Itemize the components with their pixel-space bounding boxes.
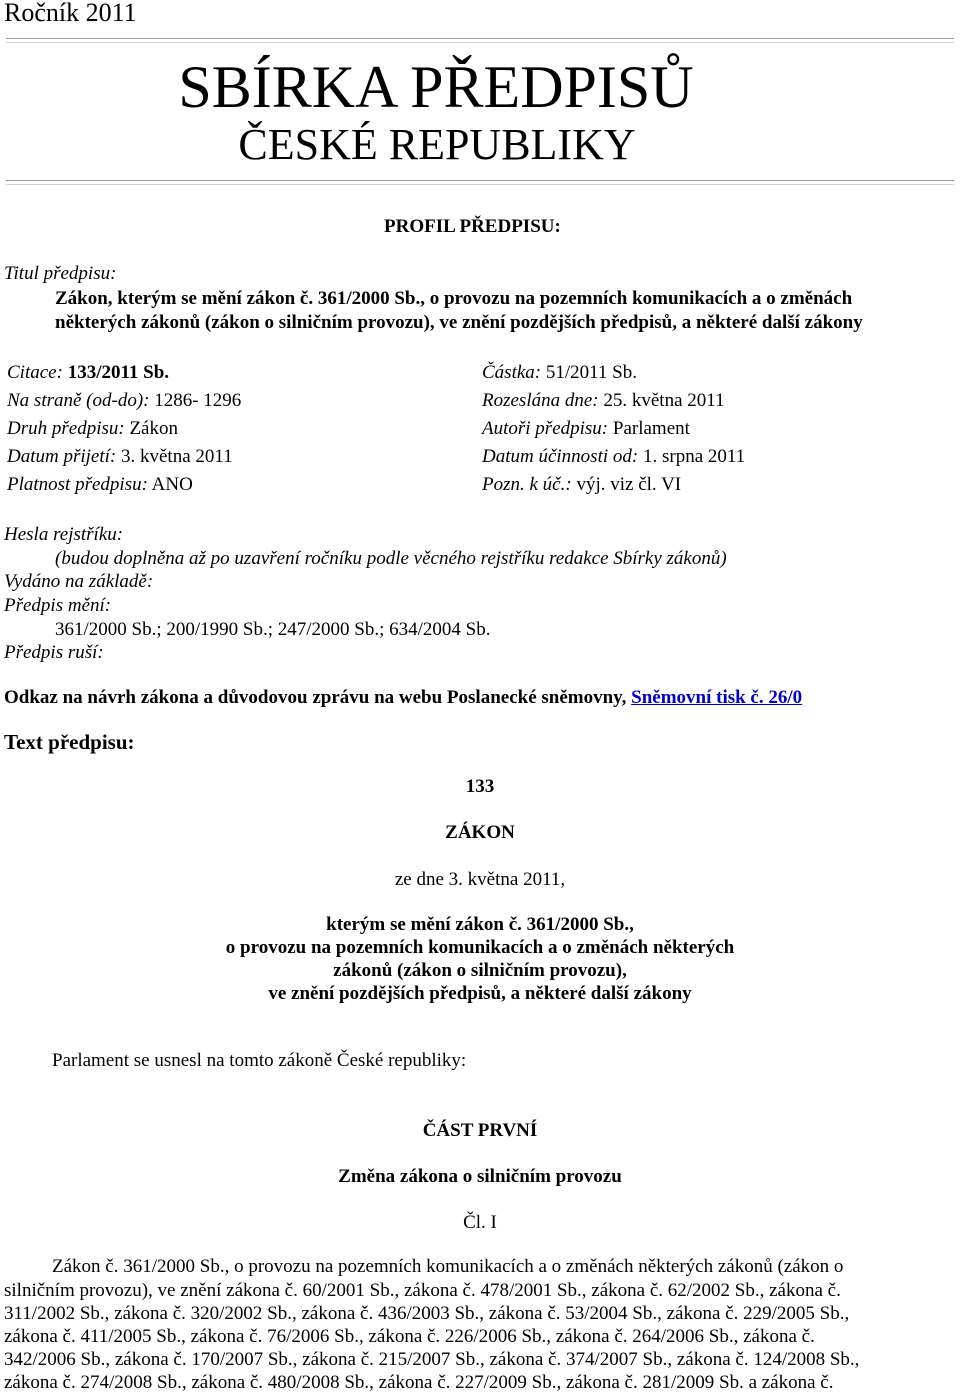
body-line: zákona č. 274/2008 Sb., zákona č. 480/2008 Sb., zákona č. 227/2009 Sb., zákona č. 281/2009 Sb. a zákona č. [4, 1372, 834, 1393]
law-number: 133 [465, 776, 495, 797]
header-divider-bottom-2 [6, 184, 954, 185]
field-citace: Citace: 133/2011 Sb. [7, 362, 170, 383]
body-line: 342/2006 Sb., zákona č. 170/2007 Sb., zákona č. 215/2007 Sb., zákona č. 374/2007 Sb., zákona č. 124/2008 Sb., [4, 1349, 860, 1370]
meni-label: Předpis mění: [4, 595, 112, 616]
part-title: Změna zákona o silničním provozu [338, 1166, 622, 1187]
law-subject-line-4: ve znění pozdějších předpisů, a některé další zákony [268, 983, 692, 1004]
volume-year: Ročník 2011 [4, 0, 137, 27]
header-divider-top-2 [6, 42, 954, 43]
profile-heading: PROFIL PŘEDPISU: [384, 216, 561, 237]
field-castka: Částka: 51/2011 Sb. [482, 362, 637, 383]
header-divider-top [6, 38, 954, 39]
odkaz-line: Odkaz na návrh zákona a důvodovou zprávu na webu Poslanecké sněmovny, Sněmovní tisk č. 26/0 [4, 687, 803, 708]
titul-line-2: některých zákonů (zákon o silničním provozu), ve znění pozdějších předpisů, a některé další zákony [55, 312, 863, 333]
preamble: Parlament se usnesl na tomto zákoně České republiky: [52, 1050, 467, 1071]
body-line: 311/2002 Sb., zákona č. 320/2002 Sb., zákona č. 436/2003 Sb., zákona č. 53/2004 Sb., zákona č. 229/2005 Sb., [4, 1303, 850, 1324]
collection-title: SBÍRKA PŘEDPISŮ [178, 54, 694, 120]
part-heading: ČÁST PRVNÍ [422, 1120, 538, 1141]
titul-label: Titul předpisu: [4, 263, 117, 284]
law-type: ZÁKON [445, 822, 515, 843]
text-label: Text předpisu: [4, 730, 135, 754]
hesla-label: Hesla rejstříku: [4, 524, 124, 545]
field-datum-ucinnosti: Datum účinnosti od: 1. srpna 2011 [482, 446, 746, 467]
meni-value: 361/2000 Sb.; 200/1990 Sb.; 247/2000 Sb.; 634/2004 Sb. [55, 619, 491, 640]
law-subject-line-1: kterým se mění zákon č. 361/2000 Sb., [326, 914, 634, 935]
law-subject-line-2: o provozu na pozemních komunikacích a o změnách některých [225, 937, 735, 958]
rusi-label: Předpis ruší: [4, 642, 104, 663]
field-rozeslana: Rozeslána dne: 25. května 2011 [482, 390, 725, 411]
field-pozn: Pozn. k úč.: výj. viz čl. VI [482, 474, 682, 495]
body-line: zákona č. 411/2005 Sb., zákona č. 76/2006 Sb., zákona č. 226/2006 Sb., zákona č. 264/2006 Sb., zákona č. [4, 1326, 815, 1347]
field-autori: Autoři předpisu: Parlament [482, 418, 690, 439]
collection-subtitle: ČESKÉ REPUBLIKY [238, 120, 636, 169]
snemovni-tisk-link[interactable]: Sněmovní tisk č. 26/0 [631, 687, 803, 708]
field-na-strane: Na straně (od-do): 1286- 1296 [7, 390, 242, 411]
article-heading: Čl. I [463, 1212, 497, 1233]
vydano-label: Vydáno na základě: [4, 571, 154, 592]
body-line: silničním provozu), ve znění zákona č. 60/2001 Sb., zákona č. 478/2001 Sb., zákona č. 62/2002 Sb., zákona č. [4, 1280, 841, 1301]
titul-line-1: Zákon, kterým se mění zákon č. 361/2000 Sb., o provozu na pozemních komunikacích a o změnách [55, 288, 853, 309]
law-subject-line-3: zákonů (zákon o silničním provozu), [333, 960, 627, 981]
field-druh: Druh předpisu: Zákon [7, 418, 178, 439]
field-datum-prijeti: Datum přijetí: 3. května 2011 [7, 446, 233, 467]
hesla-value: (budou doplněna až po uzavření ročníku podle věcného rejstříku redakce Sbírky zákonů) [55, 548, 727, 569]
body-line: Zákon č. 361/2000 Sb., o provozu na pozemních komunikacích a o změnách některých zákonů (zákon o [52, 1256, 844, 1277]
header-divider-bottom [6, 180, 954, 181]
field-platnost: Platnost předpisu: ANO [7, 474, 193, 495]
law-date: ze dne 3. května 2011, [394, 869, 566, 890]
